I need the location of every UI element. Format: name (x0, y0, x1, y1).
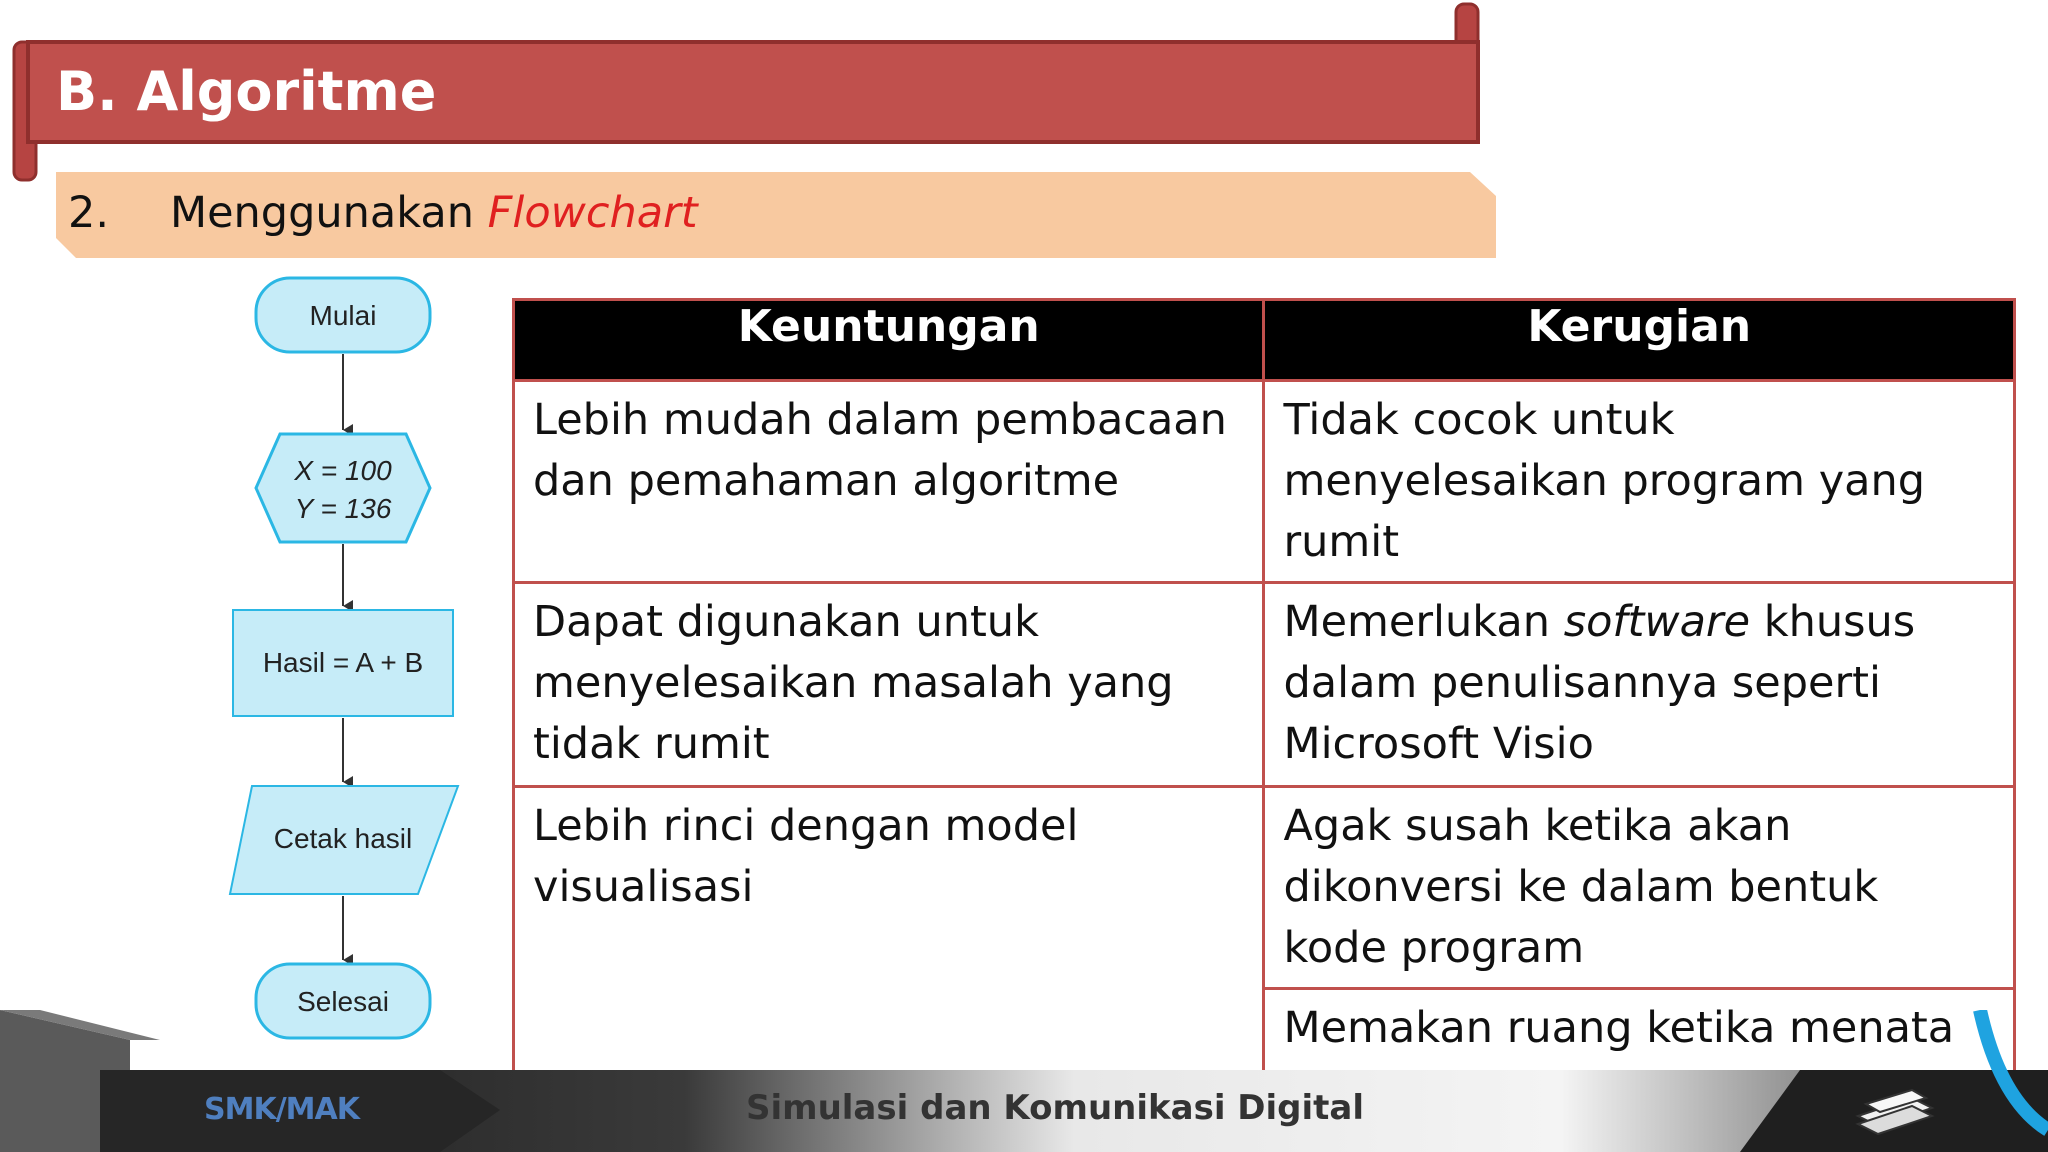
flow-input-line1: X = 100 (294, 455, 392, 486)
advantage-cell: Lebih rinci dengan model visualisasi (514, 787, 1264, 1133)
flow-start-label: Mulai (309, 300, 377, 331)
flowchart-diagram (200, 268, 480, 1048)
flow-input-shape (256, 434, 430, 542)
header-disadvantages: Kerugian (1264, 300, 2015, 381)
footer-bar (0, 1010, 2048, 1152)
section-heading (68, 188, 698, 238)
table-row (514, 787, 2015, 989)
section-number: 2. (68, 188, 110, 238)
disadvantage-text: Memerlukan (1283, 597, 1564, 647)
table-row (514, 583, 2015, 787)
table-row (514, 381, 2015, 583)
header-advantages: Keuntungan (514, 300, 1264, 381)
section-emphasis: Flowchart (487, 188, 698, 238)
comparison-table (512, 298, 2016, 1134)
advantage-cell: Lebih mudah dalam pembacaan dan pemahaman algoritme (514, 381, 1264, 583)
book-logo-icon (1852, 1086, 1936, 1140)
disadvantage-cell: Agak susah ketika akan dikonversi ke dalam bentuk kode program (1264, 787, 2015, 989)
title-banner (0, 0, 2048, 280)
advantage-cell: Dapat digunakan untuk menyelesaikan masalah yang tidak rumit (514, 583, 1264, 787)
table-header-row (514, 300, 2015, 381)
flow-output-label: Cetak hasil (273, 823, 413, 854)
disadvantage-text: khusus dalam penulisannya seperti Microsoft Visio (1283, 597, 1916, 769)
flow-input-line2: Y = 136 (294, 493, 392, 524)
disadvantage-text: Memakan ruang ketika menata (1283, 1003, 1955, 1053)
page-title: B. Algoritme (56, 60, 437, 123)
disadvantage-cell: Tidak cocok untuk menyelesaikan program yang rumit (1264, 381, 2015, 583)
section-text: Menggunakan (170, 188, 488, 238)
flow-process-label: Hasil = A + B (262, 647, 424, 678)
footer-subject: Simulasi dan Komunikasi Digital (746, 1088, 1365, 1128)
disadvantage-italic: software (1563, 597, 1751, 647)
footer-school-level: SMK/MAK (204, 1092, 359, 1127)
disadvantage-cell (1264, 583, 2015, 787)
flow-end-label: Selesai (297, 986, 389, 1017)
